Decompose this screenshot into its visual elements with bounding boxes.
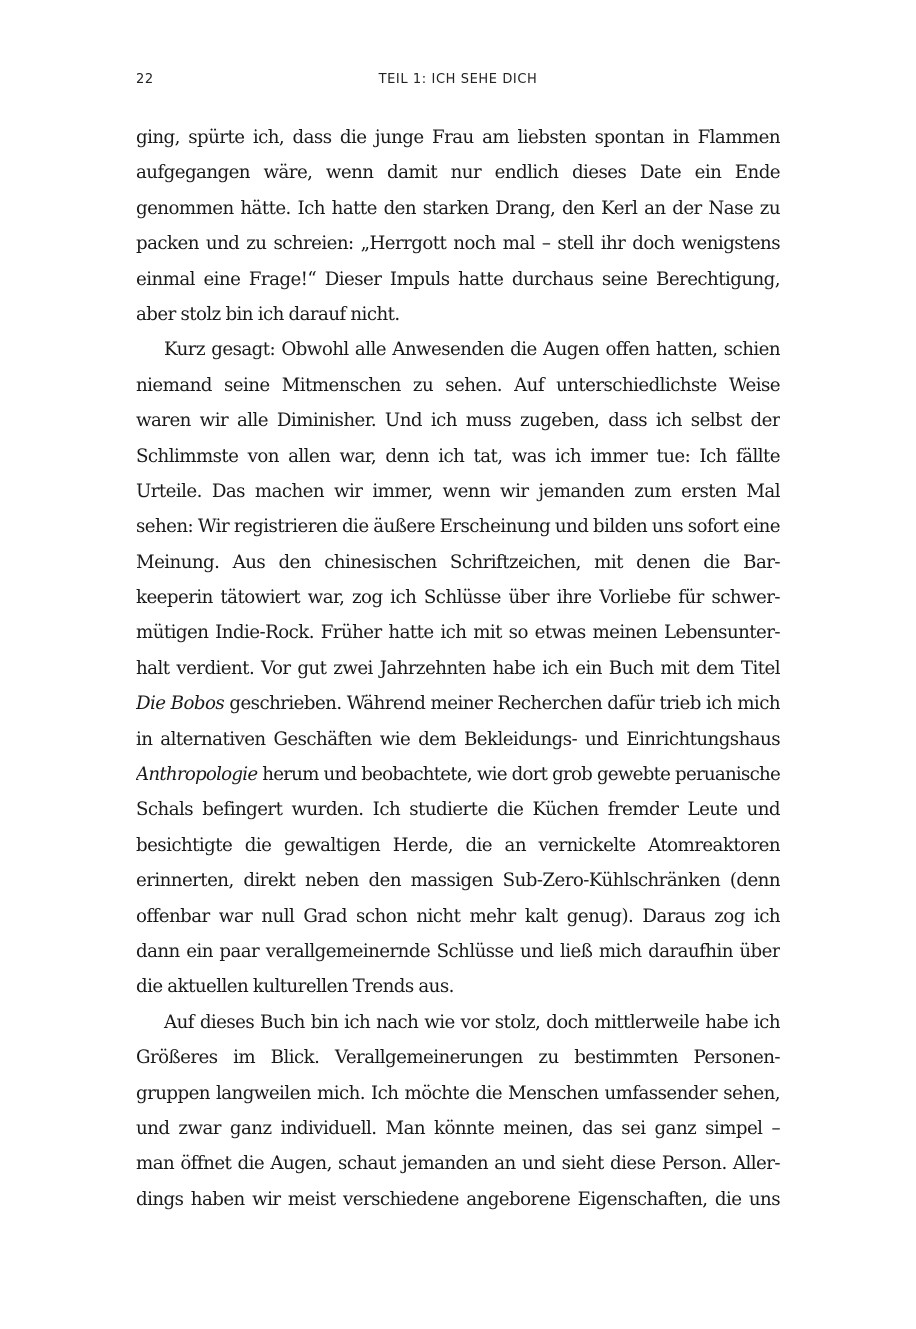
text-line: Meinung. Aus den chinesischen Schriftzeichen, mit denen die Bar- bbox=[136, 551, 780, 573]
text-line: Auf dieses Buch bin ich nach wie vor stolz, doch mittlerweile habe ich bbox=[164, 1011, 780, 1033]
text-line: besichtigte die gewaltigen Herde, die an vernickelte Atomreaktoren bbox=[136, 834, 780, 856]
text-line: keeperin tätowiert war, zog ich Schlüsse über ihre Vorliebe für schwer- bbox=[136, 587, 780, 609]
text-line: man öffnet die Augen, schaut jemanden an und sieht diese Person. Aller- bbox=[136, 1153, 780, 1175]
body-text bbox=[136, 120, 780, 1217]
store-name-italic: Anthropologie bbox=[136, 764, 258, 786]
text-line: sehen: Wir registrieren die äußere Erscheinung und bilden uns sofort eine bbox=[136, 516, 780, 538]
text-line: waren wir alle Diminisher. Und ich muss zugeben, dass ich selbst der bbox=[136, 410, 780, 432]
page-header bbox=[136, 72, 780, 92]
book-title-italic: Die Bobos bbox=[136, 693, 225, 715]
text-fragment: geschrieben. Während meiner Recherchen dafür trieb ich mich bbox=[224, 693, 780, 715]
text-line: erinnerten, direkt neben den massigen Sub-Zero-Kühlschränken (denn bbox=[136, 870, 780, 892]
text-line: die aktuellen kulturellen Trends aus. bbox=[136, 976, 454, 998]
text-line: Größeres im Blick. Verallgemeinerungen zu bestimmten Personen- bbox=[136, 1047, 780, 1069]
text-line: einmal eine Frage!“ Dieser Impuls hatte durchaus seine Berechtigung, bbox=[136, 268, 780, 290]
text-line: aufgegangen wäre, wenn damit nur endlich dieses Date ein Ende bbox=[136, 162, 780, 184]
text-line: halt verdient. Vor gut zwei Jahrzehnten habe ich ein Buch mit dem Titel bbox=[136, 657, 780, 679]
text-line: mütigen Indie-Rock. Früher hatte ich mit so etwas meinen Lebensunter- bbox=[136, 622, 780, 644]
text-line bbox=[136, 686, 780, 721]
text-line: ging, spürte ich, dass die junge Frau am liebsten spontan in Flammen bbox=[136, 127, 780, 148]
text-line: niemand seine Mitmenschen zu sehen. Auf unterschiedlichste Weise bbox=[136, 374, 780, 396]
text-line bbox=[136, 757, 780, 792]
text-line: gruppen langweilen mich. Ich möchte die Menschen umfassender sehen, bbox=[136, 1082, 780, 1104]
text-line: Schals befingert wurden. Ich studierte die Küchen fremder Leute und bbox=[136, 799, 780, 821]
text-fragment: herum und beobachtete, wie dort grob gewebte peruanische bbox=[257, 764, 780, 786]
text-line: Urteile. Das machen wir immer, wenn wir jemanden zum ersten Mal bbox=[136, 480, 780, 502]
text-line: dings haben wir meist verschiedene angeborene Eigenschaften, die uns bbox=[136, 1188, 780, 1210]
text-line: offenbar war null Grad schon nicht mehr kalt genug). Daraus zog ich bbox=[136, 905, 780, 927]
running-head: TEIL 1: ICH SEHE DICH bbox=[378, 72, 538, 87]
page-number: 22 bbox=[136, 72, 154, 87]
text-line: dann ein paar verallgemeinernde Schlüsse und ließ mich daraufhin über bbox=[136, 940, 780, 962]
text-line: Kurz gesagt: Obwohl alle Anwesenden die Augen offen hatten, schien bbox=[164, 339, 780, 361]
text-line: und zwar ganz individuell. Man könnte meinen, das sei ganz simpel – bbox=[136, 1117, 780, 1139]
text-line: packen und zu schreien: „Herrgott noch mal – stell ihr doch wenigstens bbox=[136, 233, 780, 255]
text-line: genommen hätte. Ich hatte den starken Drang, den Kerl an der Nase zu bbox=[136, 197, 780, 219]
text-line: in alternativen Geschäften wie dem Bekleidungs- und Einrichtungshaus bbox=[136, 728, 780, 750]
text-line: Schlimmste von allen war, denn ich tat, was ich immer tue: Ich fällte bbox=[136, 445, 780, 467]
text-line: aber stolz bin ich darauf nicht. bbox=[136, 303, 400, 325]
